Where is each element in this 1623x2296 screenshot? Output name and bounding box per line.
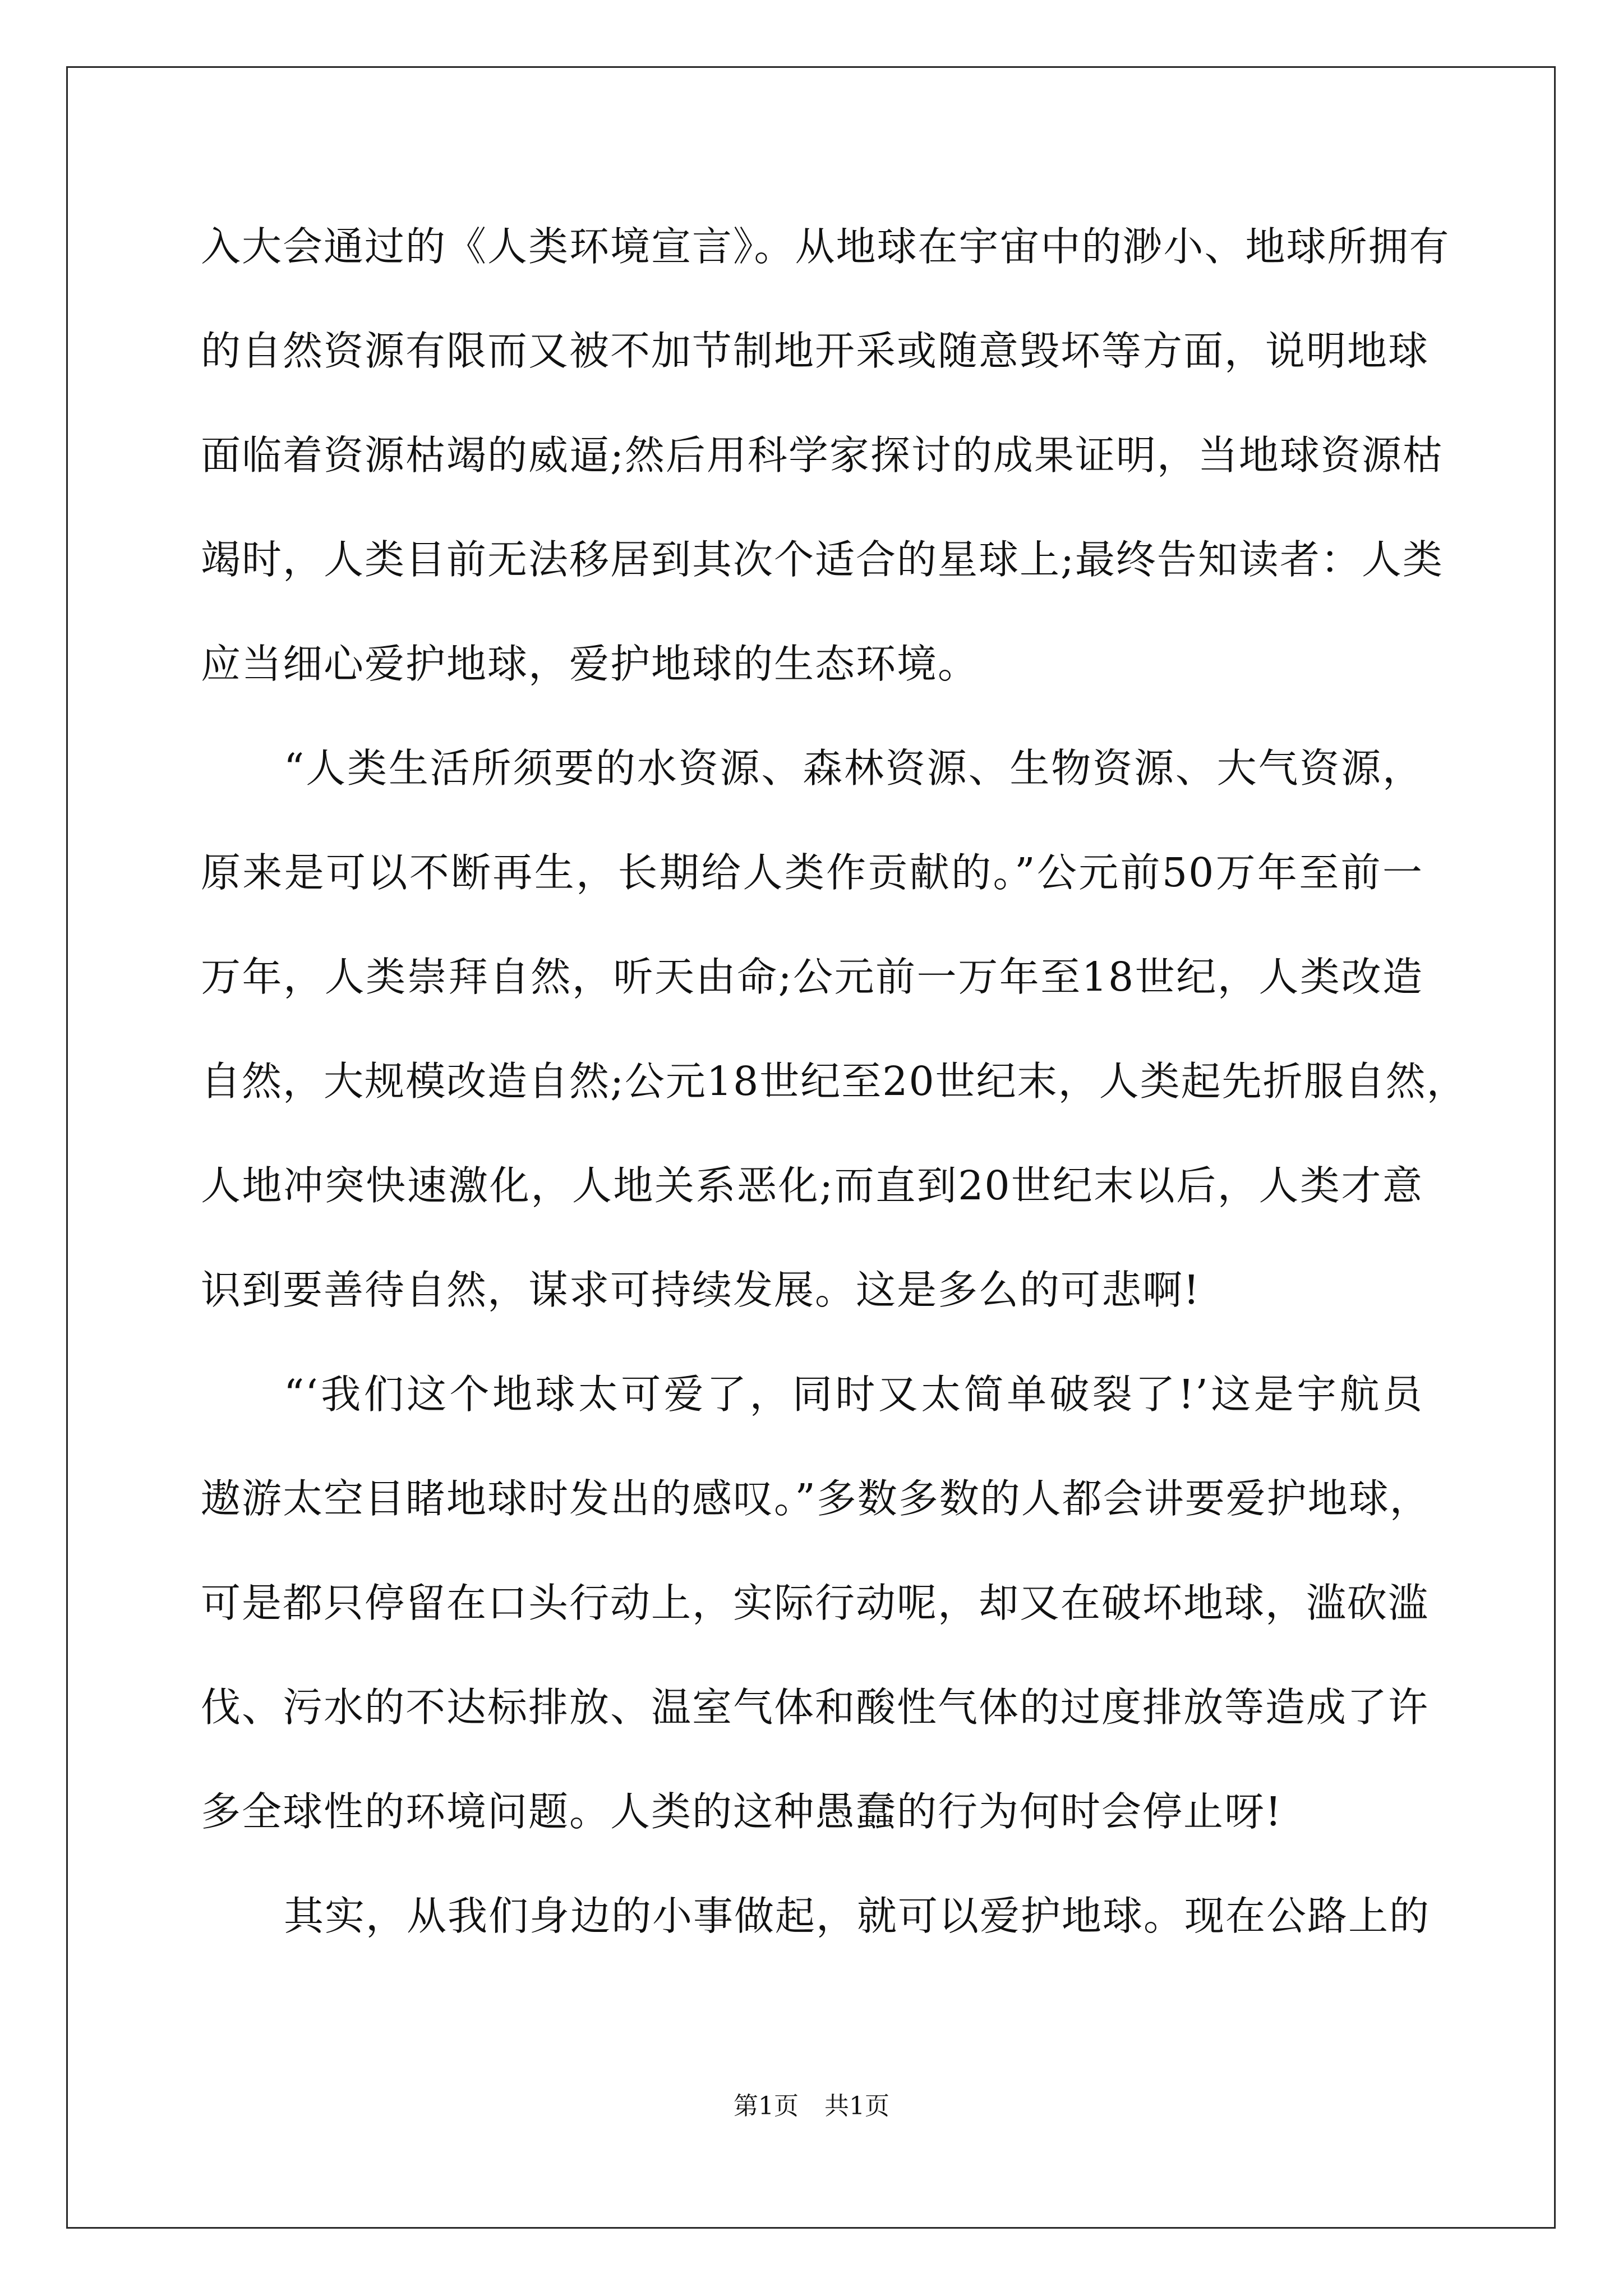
text-line: 入大会通过的《人类环境宣言》。从地球在宇宙中的渺小、地球所拥有 (201, 223, 1450, 270)
text-line: 自然，大规模改造自然;公元18世纪至20世纪末，人类起先折服自然， (201, 1058, 1468, 1105)
text-line: 人地冲突快速激化，人地关系恶化;而直到20世纪末以后，人类才意 (201, 1162, 1423, 1209)
text-line: 的自然资源有限而又被不加节制地开采或随意毁坏等方面，说明地球 (201, 328, 1430, 374)
text-line: 万年，人类崇拜自然，听天由命;公元前一万年至18世纪，人类改造 (201, 954, 1423, 1000)
page-total: 共1页 (824, 2092, 889, 2120)
page-footer (0, 2090, 1623, 2123)
text-line: 伐、污水的不达标排放、温室气体和酸性气体的过度排放等造成了许 (201, 1684, 1430, 1731)
text-line: 原来是可以不断再生，长期给人类作贡献的。”公元前50万年至前一 (201, 849, 1423, 896)
text-line: “‘我们这个地球太可爱了，同时又太简单破裂了!’这是宇航员 (284, 1371, 1423, 1418)
text-line: “人类生活所须要的水资源、森林资源、生物资源、大气资源， (284, 745, 1423, 792)
page-number: 第1页 (734, 2092, 799, 2120)
text-line: 遨游太空目睹地球时发出的感叹。”多数多数的人都会讲要爱护地球， (201, 1475, 1431, 1522)
text-line: 竭时，人类目前无法移居到其次个适合的星球上;最终告知读者：人类 (201, 536, 1444, 583)
text-line: 应当细心爱护地球，爱护地球的生态环境。 (201, 641, 979, 687)
document-body (201, 219, 1468, 1993)
text-line: 可是都只停留在口头行动上，实际行动呢，却又在破坏地球，滥砍滥 (201, 1580, 1430, 1626)
text-line: 识到要善待自然，谋求可持续发展。这是多么的可悲啊! (201, 1267, 1201, 1313)
text-line: 其实，从我们身边的小事做起，就可以爱护地球。现在公路上的 (284, 1893, 1431, 1939)
text-line: 多全球性的环境问题。人类的这种愚蠢的行为何时会停止呀! (201, 1788, 1283, 1835)
text-line: 面临着资源枯竭的威逼;然后用科学家探讨的成果证明，当地球资源枯 (201, 432, 1444, 478)
